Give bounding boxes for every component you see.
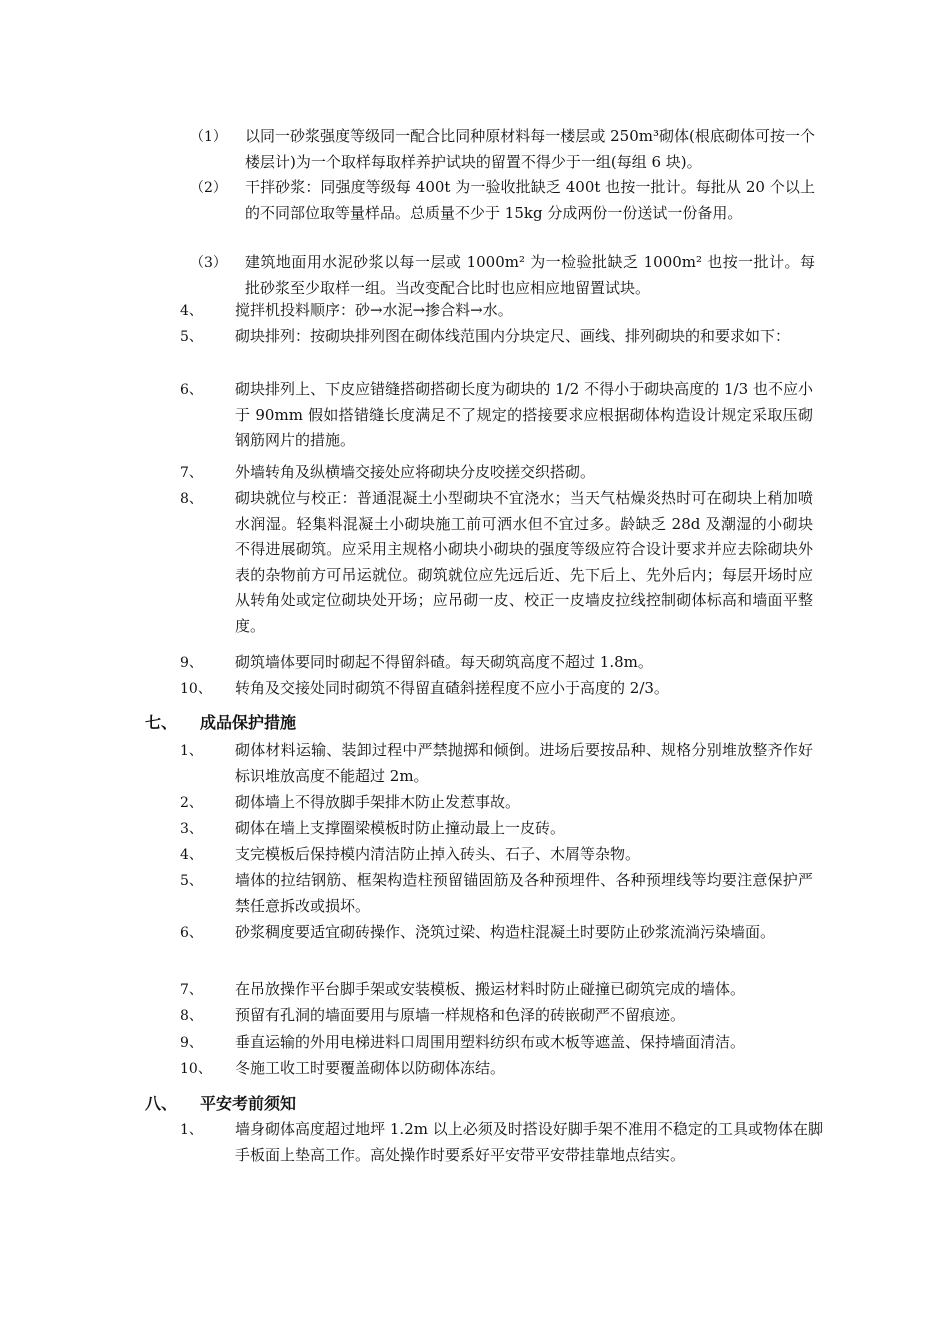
item-text: 墙身砌体高度超过地坪 1.2m 以上必须及时搭设好脚手架不准用不稳定的工具或物体在脚手板面上垫高工作。高处操作时要系好平安带平安带挂靠地点结实。 [235,1120,823,1164]
item-number: 10、 [180,1061,212,1077]
item-text: 墙体的拉结钢筋、框架构造柱预留锚固筋及各种预埋件、各种预埋线等均要注意保护严禁任意拆改或损坏。 [235,871,813,915]
item-number: （2） [190,180,227,196]
item-number: 6、 [180,382,203,398]
item-text: 在吊放操作平台脚手架或安装模板、搬运材料时防止碰撞已砌筑完成的墙体。 [235,980,746,998]
section-number: 七、 [145,713,178,732]
item-number: 9、 [180,1035,203,1051]
item-text: 砌体在墙上支撑圈梁模板时防止撞动最上一皮砖。 [235,819,566,837]
item-text: 垂直运输的外用电梯进料口周围用塑料纺织布或木板等遮盖、保持墙面清洁。 [235,1033,746,1051]
item-text: 砌体墙上不得放脚手架排木防止发惹事故。 [235,793,521,811]
item-number: （1） [190,129,227,145]
section-title: 平安考前须知 [200,1094,297,1113]
item-number: 6、 [180,925,203,941]
item-number: 8、 [180,491,203,507]
item-number: （3） [190,255,227,271]
item-text: 转角及交接处同时砌筑不得留直碴斜搓程度不应小于高度的 2/3。 [235,679,669,697]
item-text: 砌块就位与校正：普通混凝土小型砌块不宜浇水；当天气枯燥炎热时可在砌块上稍加喷水润湿。轻集料混凝土小砌块施工前可洒水但不宜过多。龄缺乏 28d 及潮湿的小砌块不得进展砌筑。应采用主规格小砌块小砌块的强度等级应符合设计要求并应去除砌块外表的杂物前方可吊运就位。砌筑就位应先远后近、先下后上、先外后内；每层开场时应从转角处或定位砌块处开场；应吊砌一皮、校正一皮墙皮拉线控制砌体标高和墙面平整度。 [235,489,813,635]
item-text: 砌块排列上、下皮应错缝搭砌搭砌长度为砌块的 1/2 不得小于砌块高度的 1/3 也不应小于 90mm 假如搭错缝长度满足不了规定的搭接要求应根据砌体构造设计规定采取压砌钢筋网片的措施。 [235,380,813,450]
item-number: 5、 [180,873,203,889]
section-number: 八、 [145,1094,178,1113]
item-text: 以同一砂浆强度等级同一配合比同种原材料每一楼层或 250m³砌体(根底砌体可按一个楼层计)为一个取样每取样养护试块的留置不得少于一组(每组 6 块)。 [245,127,815,171]
item-number: 4、 [180,847,203,863]
item-number: 2、 [180,795,203,811]
item-text: 砂浆稠度要适宜砌砖操作、浇筑过梁、构造柱混凝土时要防止砂浆流淌污染墙面。 [235,923,776,941]
item-number: 3、 [180,821,203,837]
item-number: 9、 [180,655,203,671]
item-text: 支完模板后保持模内清洁防止掉入砖头、石子、木屑等杂物。 [235,845,641,863]
item-number: 8、 [180,1008,203,1024]
item-number: 4、 [180,303,203,319]
item-number: 7、 [180,982,203,998]
item-number: 5、 [180,329,203,345]
item-number: 1、 [180,1122,203,1138]
item-text: 砌体材料运输、装卸过程中严禁抛掷和倾倒。进场后要按品种、规格分别堆放整齐作好标识堆放高度不能超过 2m。 [235,741,813,785]
item-number: 10、 [180,681,212,697]
item-text: 建筑地面用水泥砂浆以每一层或 1000m² 为一检验批缺乏 1000m² 也按一批计。每批砂浆至少取样一组。当改变配合比时也应相应地留置试块。 [245,253,815,297]
item-text: 干拌砂浆：同强度等级每 400t 为一验收批缺乏 400t 也按一批计。每批从 20 个以上的不同部位取等量样品。总质量不少于 15kg 分成两份一份送试一份备用。 [245,178,815,222]
item-text: 外墙转角及纵横墙交接处应将砌块分皮咬搓交织搭砌。 [235,463,596,481]
item-text: 搅拌机投料顺序：砂→水泥→掺合料→水。 [235,301,513,319]
item-number: 7、 [180,465,203,481]
item-text: 冬施工收工时要覆盖砌体以防砌体冻结。 [235,1059,506,1077]
item-text: 砌块排列：按砌块排列图在砌体线范围内分块定尺、画线、排列砌块的和要求如下： [235,327,791,345]
item-number: 1、 [180,743,203,759]
section-title: 成品保护措施 [200,713,297,732]
item-text: 砌筑墙体要同时砌起不得留斜碴。每天砌筑高度不超过 1.8m。 [235,653,653,671]
item-text: 预留有孔洞的墙面要用与原墙一样规格和色泽的砖嵌砌严不留痕迹。 [235,1006,686,1024]
